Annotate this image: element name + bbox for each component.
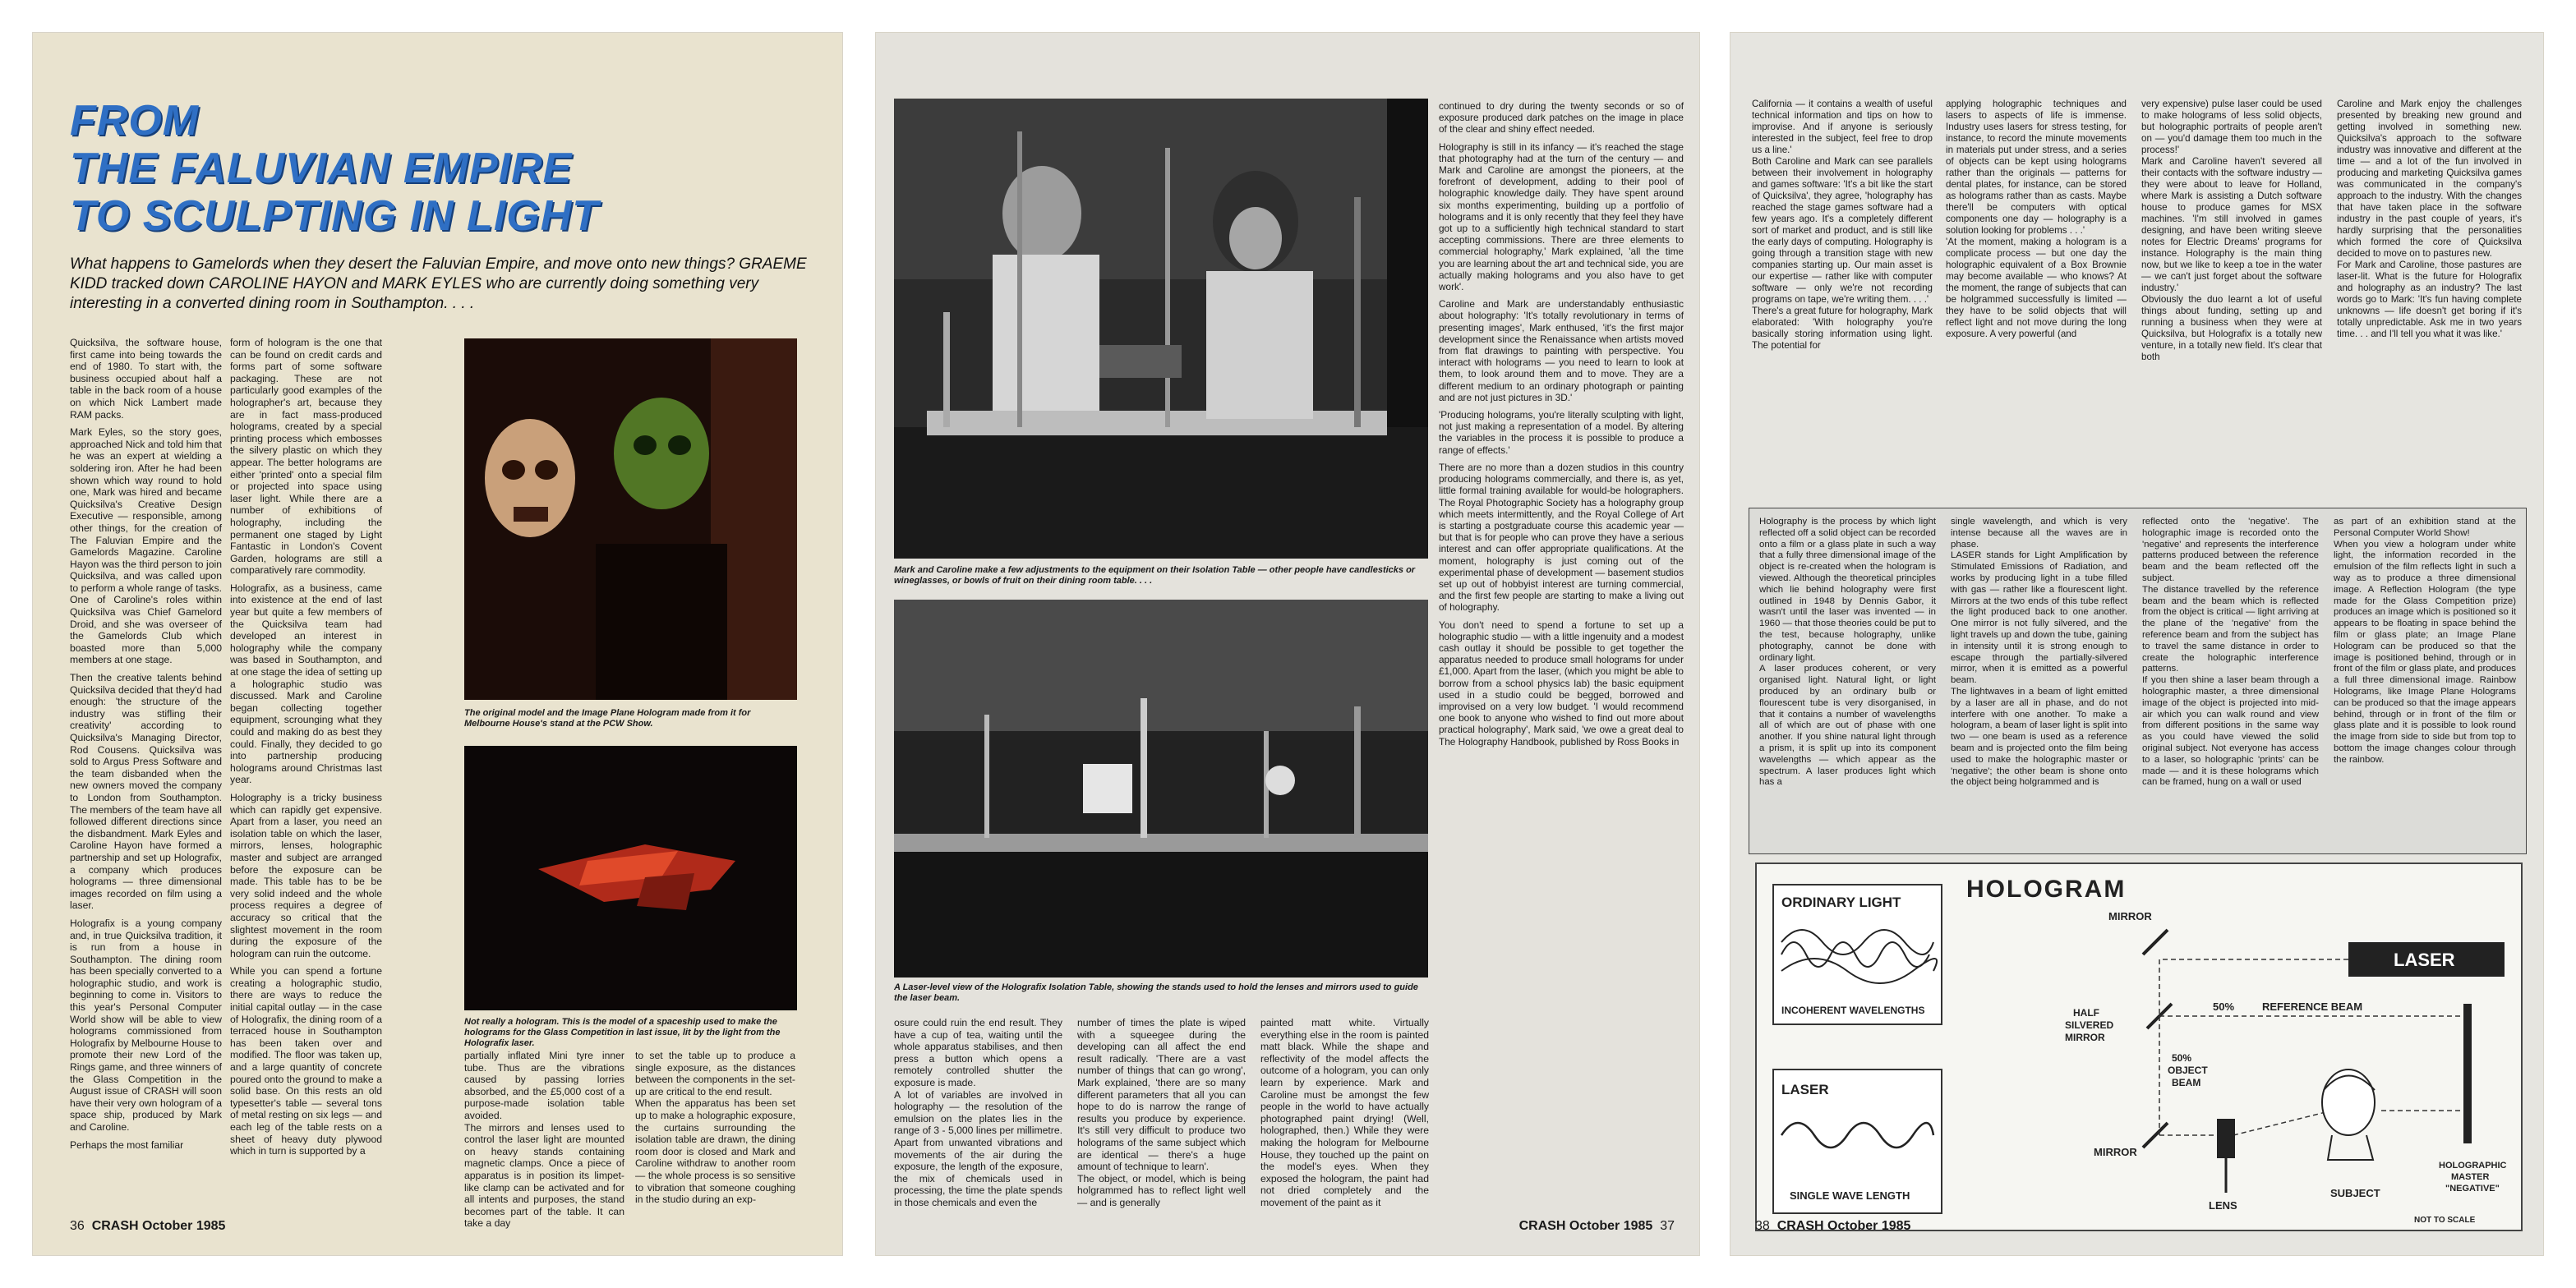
photo-isolation-table (894, 600, 1428, 978)
box-column-3: reflected onto the 'negative'. The holographic image is recorded onto the 'negative' and represents the interference patterns produced between the reference beam and the beam reflected off the subject. The distance travelled by the reference beam and the beam which is reflected from the object is critical — light arriving at the plane of the 'negative' from the reference beam and from the subject has to travel the same distance in order to create the holographic interference patterns. If you then shine a laser beam through a holographic master, a three dimensional image of the object is projected into mid-air which you can walk round and view from different positions in the same way as you could have viewed the solid original subject. Not everyone has access to a laser, so holographic 'prints' can be made — and it is these holograms which can be framed, hung on a wall or used (2142, 517, 2319, 788)
reference-percent: 50% (2213, 1000, 2235, 1013)
paragraph: Holography is still in its infancy — it's reached the stage that photography had at the turn of the century — and Mark and Caroline are amongst the pioneers, at the forefront of development, adding to their pool of holographic knowledge daily. They have spent around six months experimenting, building up a portfolio of holograms and it is only recently that they feel they have got up to a sufficiently high technical standard to start accepting commissions. There are three elements to commercial holography,' Mark explained, 'all the time you are learning about the art and technical side, you are actually making holograms and you also have to get work'. (1439, 140, 1684, 293)
article-column-4: to set the table up to produce a single exposure, as the distances between the components in the set-up are critical to the end result. When the apparatus has been set up to make a holographic exposure, the curtains surrounding the isolation table are drawn, the dining room door is closed and Mark and Caroline withdraw to another room — the whole process is so sensitive to vibration that someone coughing in the studio during an exp- (635, 1050, 795, 1206)
holography-explainer-box (1749, 508, 2527, 854)
paragraph: Mark Eyles, so the story goes, approached Nick and told him that he was an expert at wielding a soldering iron. After he had been shown which way round to hold one, Mark was hired and became Quicksilva's Creative Design Executive — responsible, among other things, for the creation of The Faluvian Empire and the Gamelords Magazine. Caroline Hayon was the third person to join Quicksilva, and was called upon to perform a whole range of tasks. One of Caroline's roles within Quicksilva was Chief Gamelord Droid, and she was overseer of the Gamelords Club which boasted more than 5,000 members at one stage. (70, 426, 222, 666)
box-column-4: as part of an exhibition stand at the Personal Computer World Show! When you view a hologram under white light, the information recorded in the emulsion of the film reflects light in such a way as to produce a three dimensional image. A Reflection Hologram (the type made for the Glass Competition prize) produces an image which is positioned so it appears to be floating in space behind the film or glass plate; an Image Plane Hologram can be produced so that the image is positioned behind, through or in front of the film or glass plate, and produces a full three dimensional image. Rainbow Holograms, like Image Plane Holograms can be produced so that the image appears behind, through or in front of the film or glass plate and it is possible to look round the image from side to side but from top to bottom the image changes colour through the rainbow. (2334, 517, 2516, 765)
headline: FROM THE FALUVIAN EMPIRE TO SCULPTING IN LIGHT (70, 97, 600, 240)
photo-spaceship-model (464, 746, 797, 1010)
photo-caption-2: A Laser-level view of the Holografix Isolation Table, showing the stands used to hold the lenses and mirrors used to guide the laser beam. (894, 982, 1418, 1003)
photo-skull-model-and-hologram (464, 338, 797, 700)
paragraph: There are no more than a dozen studios in this country producing holograms commercially, and there is, as yet, little formal training available for would-be holographers. The Royal Photographic Society has a holography group which meets intermittently, and the Royal College of Art is starting a postgraduate course this academic year — but that is for people who can prove they have a serious interest and can offer appropriate qualifications. At the moment, holography is just coming out of the experimental phase of development — basement studios set up out of hobbyist interest are turning commercial, and the first few people are starting to make a living out of holography. (1439, 461, 1684, 614)
spaceship-photo-illustration (464, 746, 797, 1010)
box-column-1: Holography is the process by which light reflected off a solid object can be recorded onto a film or a glass plate in such a way that a fully three dimensional image of the object is re-created when the hologram is viewed. Although the theoretical principles which lie behind holography were first outlined in 1948 by Dennis Gabor, it wasn't until the laser was invented — in 1960 — that those theories could be put to the test, because holography, unlike photography, cannot be done with ordinary light. A laser produces coherent, or very organised light. Natural light, or light produced by an ordinary bulb or flourescent tube is very disorganised, in that it contains a number of wavelengths all of which are out of phase with one another. If you shine natural light through a prism, it is split up into its component wavelengths — which appear as the spectrum. A laser produces light which has a (1759, 517, 1936, 788)
paragraph: You don't need to spend a fortune to set up a holographic studio — with a little ingenuity and a modest cash outlay it should be possible to get together the apparatus needed to produce small holograms for under £1,000. Apart from the laser, (which you might be able to borrow from a school physics lab) the basic equipment used in a studio could be begged, borrowed and improvised on a very low budget. 'I would recommend one book to anyone who wished to find out more about practical holography', Mark said, 'we owe a great deal to The Holography Handbook, published by Ross Books in (1439, 619, 1684, 748)
paragraph: Holography is a tricky business which can rapidly get expensive. Apart from a laser, you need an isolation table on which the laser, mirrors, lenses, holographic master and subject are arranged before the exposure can be made. This table has to be be very solid indeed and the whole process requires a degree of accuracy so critical that the slightest movement in the room during the exposure of the hologram can ruin the outcome. (230, 791, 382, 959)
standfirst: What happens to Gamelords when they desert the Faluvian Empire, and move onto new things? GRAEME KIDD tracked down CAROLINE HAYON and MARK EYLES who are currently doing something very interesting in a converted dining room in Southampton. . . . (70, 255, 807, 312)
incoherent-label: INCOHERENT WAVELENGTHS (1781, 1005, 1925, 1016)
laser-panel-label: LASER (1781, 1082, 1829, 1097)
photo-caption-2: Not really a hologram. This is the model of a spaceship used to make the holograms for the Glass Competition in last issue, lit by the light from the Holografix laser. (464, 1017, 781, 1048)
paragraph: Quicksilva, the software house, first came into being towards the end of 1980. To start with, the business occupied about half a table in the back room of a house on which Nick Lambert made RAM packs. (70, 337, 222, 421)
laser-box-label: LASER (2394, 950, 2455, 970)
box-column-2: single wavelength, and which is very intense because all the waves are in phase. LASER stands for Light Amplification by Stimulated Emissions of Radiation, and works by producing light in a tube filled with gas — rather like a flourescent light. Mirrors at the two ends of this tube reflect the light produced back to one another. One mirror is not fully silvered, and the light travels up and down the tube, gaining in intensity until it is strong enough to escape through the partially-silvered mirror, when it is emitted as a powerful beam. The lightwaves in a beam of light emitted by a laser are all in phase, and do not interfere with one another. To make a hologram, a beam of laser light is split into two — one beam is used as a reference beam and is projected onto the film being used to make the holographic master or 'negative'; the other beam is shone onto the object being holgrammed and is (1951, 517, 2127, 788)
page-folio: 38 CRASH October 1985 (1755, 1219, 1911, 1233)
article-column-1: California — it contains a wealth of useful technical information and tips on how to improvise. And if anyone is seriously interested in the subject, feel free to drop us a line.' Both Caroline and Mark can see parallels between their involvement in holography and games software: 'It's a bit like the start of Quicksilva', they agree, 'holography has reached the stage games software had a few years ago. It's a completely different sort of market and product, and is still like the early days of computing. Holography is going through a transition stage with new companies starting up. Our main asset is our expertise — rather like with computer software — only we're not recording programs on tape, we're writing them. . . .' There's a great future for holography, Mark elaborated: 'With holography you're basically storing information using light. The potential for (1752, 99, 1933, 351)
isolation-table-illustration (894, 600, 1428, 978)
article-column-right (1439, 100, 1684, 1043)
article-column-4: Caroline and Mark enjoy the challenges presented by breaking new ground and getting involved in something new. Quicksilva's approach to the software industry was innovative and different at the time — and a lot of the fun involved in producing and marketing Quicksilva games was communicated in the company's approach to the industry. With the changes that have taken place in the software industry in the past couple of years, it's hardly surprising that the personalities which formed the core of Quicksilva decided to move on to pastures new. For Mark and Caroline, those pastures are laser-lit. What is the future for Holografix and holography as an industry? The last words go to Mark: 'It's fun having complete unknowns — life doesn't get boring if it's totally unpredictable. Ask me in two years time. . . and I'll tell you what it was like.' (2337, 99, 2522, 339)
subject-label: SUBJECT (2330, 1187, 2380, 1199)
photo-mark-and-caroline (894, 99, 1428, 559)
reference-beam-label: REFERENCE BEAM (2262, 1000, 2363, 1013)
photo-caption-1: Mark and Caroline make a few adjustments to the equipment on their Isolation Table — other people have candlesticks or wineglasses, or bowls of fruit on their dining room table. . . . (894, 565, 1416, 586)
paragraph: Caroline and Mark are understandably enthusiastic about holography: 'It's totally revolutionary in terms of presenting images', Mark enthused, 'it's the first major development since the Renaissance when artists moved from flat drawings to painting with perspective. You interact with holograms — you need to learn to look at them, to look around them and to move. They are a different medium to an ordinary photograph or painting and are not just pictures in 3D.' (1439, 298, 1684, 403)
article-column-bottom-2: number of times the plate is wiped with a squeegee during the developing can all affect the end result radically. 'There are a vast number of things that can go wrong', Mark explained, 'there are so many different parameters that all you can hope to do is narrow the range of results you produce by experience. It's still very difficult to produce two holograms of the same subject which are identical — there's a huge amount of technique to learn'. The object, or model, which is being holgrammed has to reflect light well — and is generally (1077, 1017, 1246, 1208)
paragraph: form of hologram is the one that can be found on credit cards and forms part of some software packaging. These are not particularly good examples of the holographer's art, because they are in fact mass-produced holograms, created by a special printing process which embosses the silvery plastic on which they appear. The better holograms are either 'printed' onto a special film or projected into space using laser light. While there are a number of exhibitions of holography, including the permanent one staged by Light Fantastic in London's Covent Garden, holograms are still a comparatively rare commodity. (230, 337, 382, 577)
hologram-diagram-svg (1757, 864, 2521, 1230)
article-column-bottom-3: painted matt white. Virtually everything else in the room is painted matt black. While the shape and reflectivity of the model affects the outcome of a hologram, you can only learn by experience. Mark and Caroline must be amongst the few people in the world to have actually photographed paint drying! (Well, holographed, then.) While they were making the hologram for Melbourne House, they touched up the paint on the model's eyes. When they exposed the hologram, the paint had not dried completely and the movement of the paint as it (1260, 1017, 1429, 1208)
paragraph: continued to dry during the twenty seconds or so of exposure produced dark patches on the image in place of the clear and shiny effect needed. (1439, 100, 1684, 136)
object-beam-label: 50% OBJECT BEAM (2168, 1052, 2208, 1088)
skull-photo-illustration (464, 338, 797, 700)
article-column-3: partially inflated Mini tyre inner tube. Thus are the vibrations caused by passing lorries absorbed, and the £5,000 cost of a purpose-made isolation table avoided. The mirrors and lenses used to control the laser light are mounted on heavy stands containing magnetic clamps. Once a piece of apparatus is in position its limpet-like clamp can be activated and for all intents and purposes, the stand becomes part of the table. It can take a day (464, 1050, 624, 1230)
lens-shape (2217, 1119, 2235, 1158)
lens-label: LENS (2209, 1199, 2237, 1212)
diagram-title: HOLOGRAM (1966, 876, 2127, 903)
studio-photo-illustration (894, 99, 1428, 559)
article-column-bottom-1: osure could ruin the end result. They have a cup of tea, waiting until the whole apparatus stabilises, and then press a button which opens a remotely controlled shutter the exposure is made. A lot of variables are involved in holography — the resolution of the emulsion on the plates lies in the range of 3 - 5,000 lines per millimetre. Apart from unwanted vibrations and movements of the air during the exposure, the length of the exposure, the mix of chemicals used in processing, the time the plate spends in those chemicals and even the (894, 1017, 1062, 1208)
single-wave-label: SINGLE WAVE LENGTH (1790, 1189, 1910, 1202)
holographic-master-plate (2463, 1004, 2472, 1143)
subject-neck (2328, 1135, 2373, 1160)
magazine-page-38 (1730, 33, 2543, 1255)
paragraph: 'Producing holograms, you're literally sculpting with light, not just making a representation of a model. By altering the variables in the process it is possible to produce a range of effects.' (1439, 409, 1684, 456)
paragraph: Then the creative talents behind Quicksilva decided that they'd had enough: 'the structure of the industry was stifling their creativity' according to Quicksilva's Managing Director, Rod Cousens. Quicksilva was sold to Argus Press Software and the team disbanded when the new owners moved the company to London from Southampton. The members of the team have all followed different directions since the disbandment. Mark Eyles and Caroline Hayon have formed a partnership and set up Holografix, a company which produces holograms — three dimensional images recorded on film using a laser. (70, 672, 222, 912)
article-column-3: very expensive) pulse laser could be used to make holograms of less solid objects, but holographic portraits of people aren't on — you'd damage them too much in the process!' Mark and Caroline haven't severed all their contacts with the software industry — they were about to leave for Holland, where Mark is assisting a Dutch software house to produce games for MSX machines. 'I'm still involved in games designing, and have been writing sleeve notes for Electric Dreams' programs for instance. Holography is the main thing now, but we like to keep a toe in the water — we can't just forget about the software industry.' Obviously the duo learnt a lot of useful things about funding, setting up and running a business when they were at Quicksilva, but Holografix is a totally new venture, in a totally new field. It's clear that both (2141, 99, 2322, 362)
mirror-top-label: MIRROR (2108, 910, 2152, 922)
magazine-page-37 (876, 33, 1699, 1255)
master-label: HOLOGRAPHIC MASTER "NEGATIVE" (2439, 1161, 2507, 1194)
article-column-2: applying holographic techniques and lasers to aspects of life is immense. Industry uses lasers for stress testing, for instance, to record the minute movements in materials put under stress, and a series of objects can be kept using holograms rather than the originals — patterns for dental plates, for instance, can be stored as holograms rather than as casts. Maybe there'll be computers with optical components one day — holography is a solution looking for problems . . .' 'At the moment, making a hologram is a complicate process — but one day the holographic equivalent of a Box Brownie may become available — who knows? At the moment, the range of subjects that can be holgrammed successfully is limited — they have to be solid objects that will reflect light and not move during the long exposure. A very powerful (and (1946, 99, 2127, 339)
paragraph: Holografix is a young company and, in true Quicksilva tradition, it is run from a house in Southampton. The dining room has been specially converted to a holographic studio, and work is beginning to come in. Visitors to this year's Personal Computer World show will be able to view holograms commissioned from Holografix by Melbourne House to promote their new Lord of the Rings game, and three winners of the Glass Competition in the August issue of CRASH will soon have their very own hologram of a space ship, produced by Mark and Caroline. (70, 917, 222, 1133)
object-beam-line (2233, 1111, 2332, 1135)
top-mirror (2143, 930, 2168, 954)
subject-head (2322, 1070, 2375, 1135)
page-folio: CRASH October 1985 37 (1518, 1219, 1675, 1233)
mirror-bottom-label: MIRROR (2094, 1146, 2137, 1158)
article-column-1 (70, 337, 222, 1208)
paragraph: While you can spend a fortune creating a holographic studio, there are ways to reduce the initial capital outlay — in the case of Holografix, the dining room of a terraced house in Southampton has been taken over and modified. The floor was taken up, and a large quantity of concrete poured onto the ground to make a solid base. On this rests an old typesetter's table — several tons of metal resting on six legs — and each leg of the table rests on a sheet of heavy duty plywood which in turn is supported by a (230, 965, 382, 1157)
magazine-page-36 (33, 33, 842, 1255)
not-to-scale-label: NOT TO SCALE (2414, 1216, 2476, 1225)
paragraph: Holografix, as a business, came into existence at the end of last year but quite a few members of the Quicksilva team had developed an interest in holography while the company was based in Southampton, and at one stage the idea of setting up a holographic studio was discussed. Mark and Caroline began collecting together equipment, scrounging what they could and making do as best they could. Finally, they decided to go into partnership producing holograms around Christmas last year. (230, 582, 382, 786)
ordinary-light-label: ORDINARY LIGHT (1781, 895, 1901, 910)
paragraph: Perhaps the most familiar (70, 1138, 184, 1151)
article-column-2 (230, 337, 382, 1157)
photo-caption-1: The original model and the Image Plane Hologram made from it for Melbourne House's stand at the PCW Show. (464, 708, 751, 729)
page-folio: 36 CRASH October 1985 (70, 1219, 226, 1233)
half-silvered-label: HALF SILVERED MIRROR (2065, 1007, 2114, 1043)
hologram-diagram (1755, 862, 2523, 1231)
